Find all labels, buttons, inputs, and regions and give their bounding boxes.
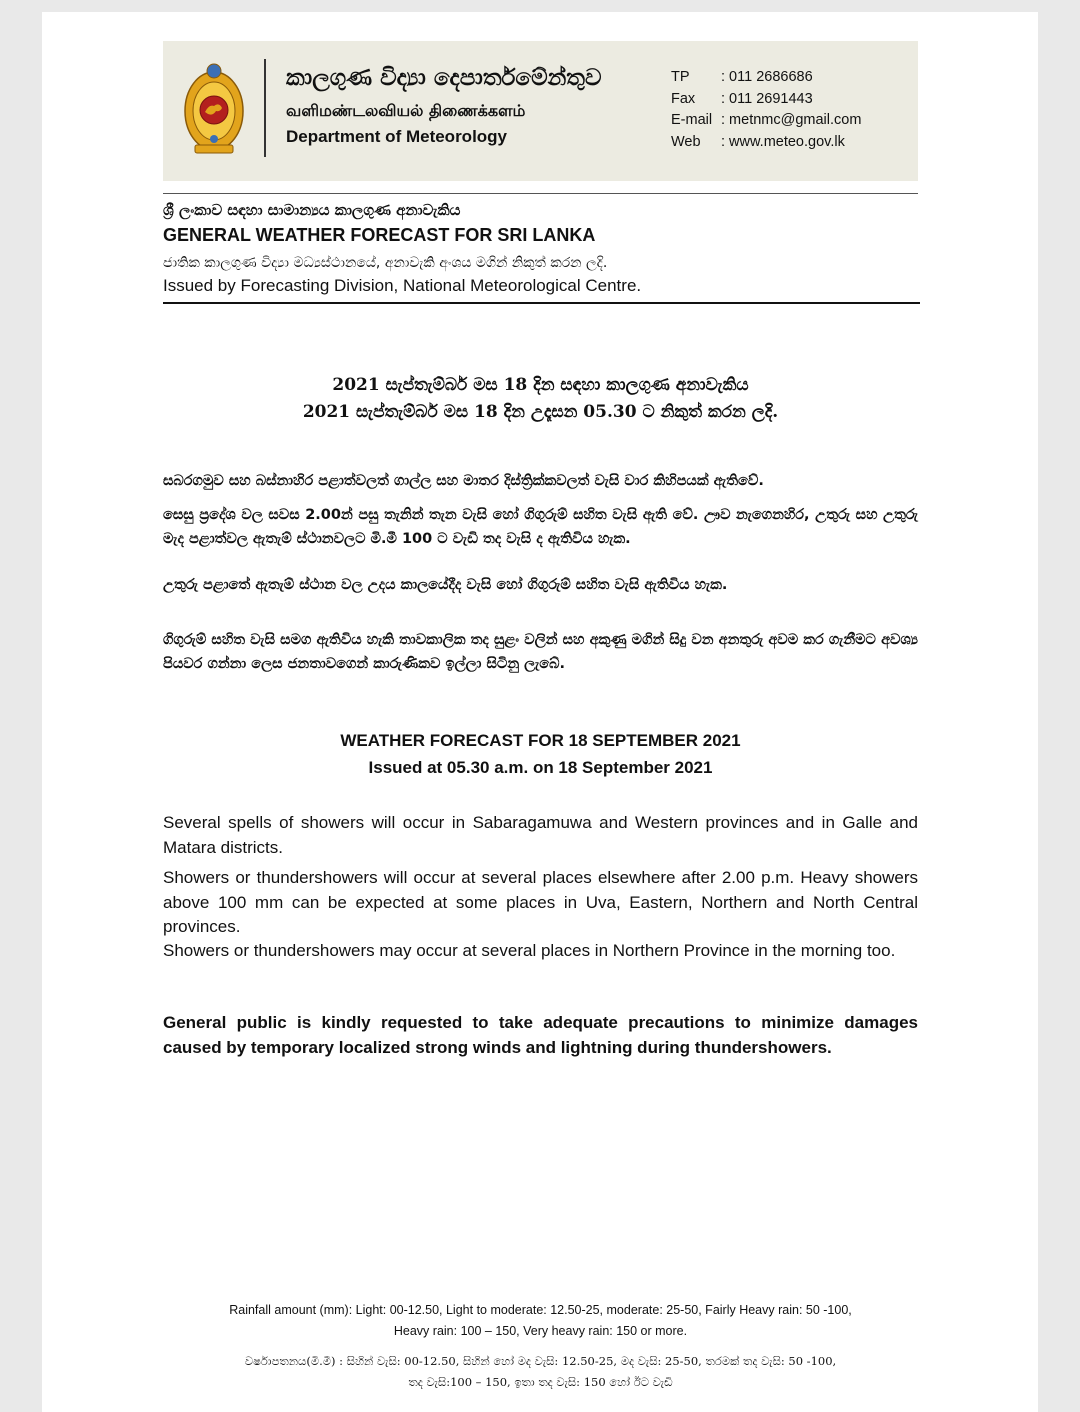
rainfall-legend-sinhala xyxy=(163,1351,918,1393)
sinhala-paragraph-4: ගිගුරුම් සහිත වැසි සමග ඇතිවිය හැකි තාවකාලික තද සුළං වලින් සහ අකුණු මගින් සිදු වන අනතුරු අවම කර ගැනීමට අවශ්‍ය පියවර ගන්නා ලෙස ජනතාවගෙන් කාරුණිකව ඉල්ලා සිටිනු ලැබේ. xyxy=(163,632,918,672)
sinhala-paragraph-2: සෙසු ප්‍රදේශ වල සවස 2.00න් පසු තැනින් තැන වැසි හෝ ගිගුරුම් සහිත වැසි ඇති වේ. ඌව නැගෙනහිර, උතුරු සහ උතුරු මැද පළාත්වල ඇතැම් ස්ථානවලට මි.මී 100 ට වැඩි තද වැසි ද ඇතිවිය හැක. xyxy=(163,507,918,547)
forecast-date-line2: 2021 සැප්තැම්බර් මස 18 දින උදෑසන 05.30 ට නිකුත් කරන ලදි. xyxy=(302,402,779,422)
letterhead xyxy=(163,41,918,181)
issued-by-english: Issued by Forecasting Division, National Meteorological Centre. xyxy=(163,276,642,295)
document-page xyxy=(42,12,1038,1412)
forecast-heading-english xyxy=(163,727,918,781)
org-name-tamil: வளிமண்டலவியல் திணைக்களம் xyxy=(286,101,526,120)
rainfall-legend-english-line1: Rainfall amount (mm): Light: 00-12.50, Light to moderate: 12.50-25, moderate: 25-50, Fairly Heavy rain: 50 -100, xyxy=(229,1303,852,1317)
forecast-heading-line1: WEATHER FORECAST FOR 18 SEPTEMBER 2021 xyxy=(340,731,741,750)
forecast-heading-line2: Issued at 05.30 a.m. on 18 September 2021 xyxy=(368,758,713,777)
rainfall-legend-english-line2: Heavy rain: 100 – 150, Very heavy rain: 150 or more. xyxy=(393,1324,688,1338)
title-rule xyxy=(163,302,920,304)
rainfall-legend-english xyxy=(163,1300,918,1342)
forecast-date-sinhala xyxy=(163,372,918,426)
header-rule xyxy=(163,193,918,194)
english-paragraph-2: Showers or thundershowers will occur at several places elsewhere after 2.00 p.m. Heavy showers above 100 mm can be expected at some places in Uva, Eastern, Northern and North Central provinces. xyxy=(163,868,918,936)
sinhala-paragraph-3: උතුරු පළාතේ ඇතැම් ස්ථාන වල උදය කාලයේදීද වැසි හෝ ගිගුරුම් සහිත වැසි ඇතිවිය හැක. xyxy=(163,577,728,593)
contact-web: Web : www.meteo.gov.lk xyxy=(671,133,845,150)
title-sinhala: ශ්‍රී ලංකාව සඳහා සාමාන්‍යය කාලගුණ අනාවැකිය xyxy=(163,201,461,219)
org-name-sinhala: කාලගුණ විද්‍යා දෙපාර්තමේන්තුව xyxy=(286,65,602,91)
sinhala-paragraph-1: සබරගමුව සහ බස්නාහිර පළාත්වලත් ගාල්ල සහ මාතර දිස්ත්‍රික්කවලත් වැසි වාර කිහිපයක් ඇතිවේ. xyxy=(163,473,764,489)
contact-block xyxy=(671,67,861,153)
title-english: GENERAL WEATHER FORECAST FOR SRI LANKA xyxy=(163,225,596,245)
issued-by-sinhala: ජාතික කාලගුණ විද්‍යා මධ්‍යස්ථානයේ, අනාවැකි අංශය මගින් නිකුත් කරන ලදි. xyxy=(163,255,608,271)
rainfall-legend-sinhala-line1: වර්ෂාපතනය(මි.මී) : සිහින් වැසි: 00-12.50, සිහින් හෝ මද වැසි: 12.50-25, මද වැසි: 25-50, තරමක් තද වැසි: 50 -100, xyxy=(244,1354,837,1368)
contact-fax: Fax : 011 2691443 xyxy=(671,90,813,107)
rainfall-legend-sinhala-line2: තද වැසි:100 – 150, ඉතා තද වැසි: 150 හෝ ඊට වැඩි xyxy=(408,1375,673,1389)
english-paragraph-4: General public is kindly requested to take adequate precautions to minimize damages caused by temporary localized strong winds and lightning during thundershowers. xyxy=(163,1013,918,1057)
english-paragraph-3: Showers or thundershowers may occur at several places in Northern Province in the morning too. xyxy=(163,941,896,960)
sri-lanka-emblem-icon xyxy=(183,57,245,157)
org-name-english: Department of Meteorology xyxy=(286,127,508,146)
forecast-date-line1: 2021 සැප්තැම්බර් මස 18 දින සඳහා කාලගුණ අනාවැකිය xyxy=(332,375,749,395)
contact-tp: TP : 011 2686686 xyxy=(671,69,813,85)
english-paragraph-1: Several spells of showers will occur in Sabaragamuwa and Western provinces and in Galle and Matara districts. xyxy=(163,813,918,857)
contact-email: E-mail : metnmc@gmail.com xyxy=(671,112,862,128)
header-divider xyxy=(264,59,266,157)
